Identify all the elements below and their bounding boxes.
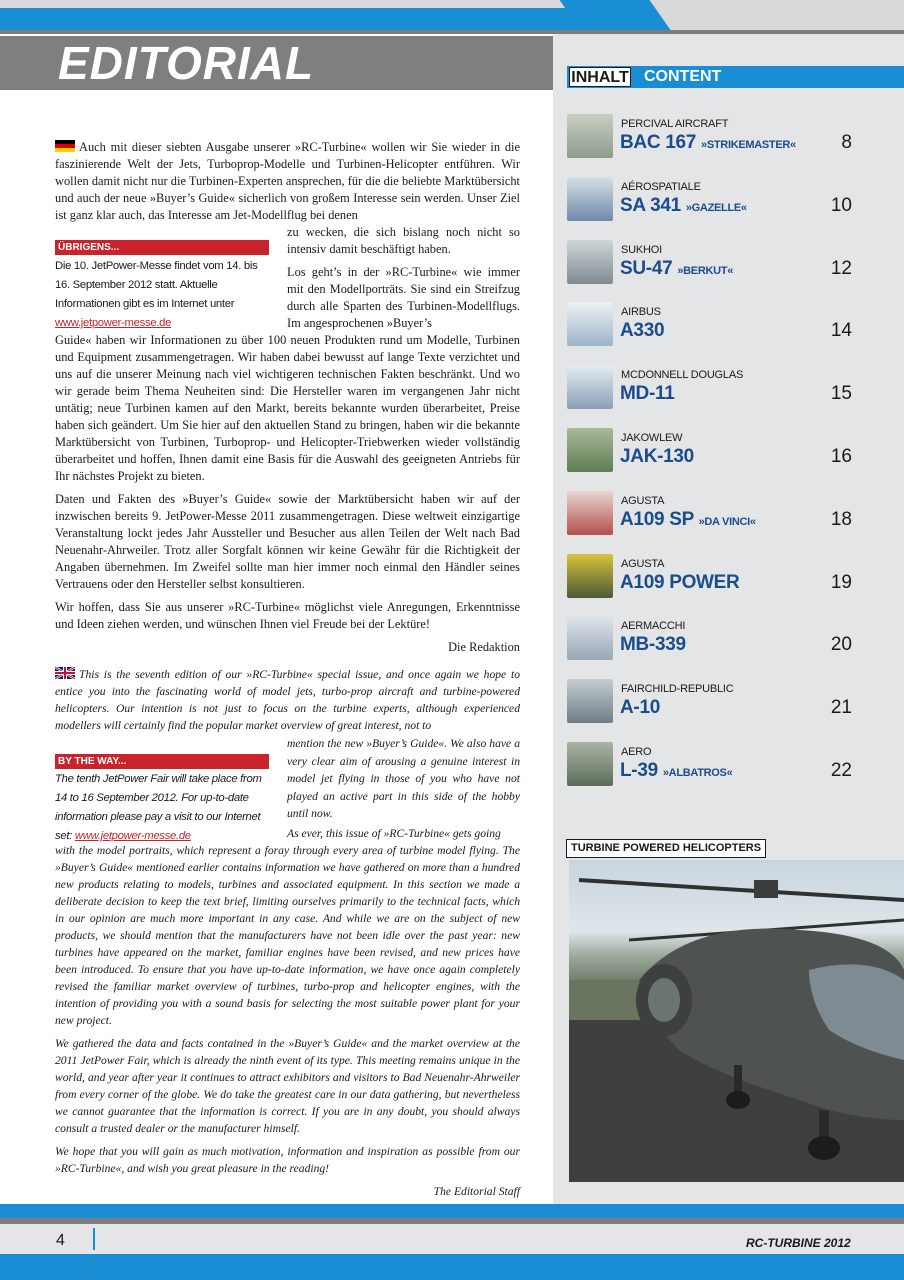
toc-maker: PERCIVAL AIRCRAFT [621, 118, 729, 130]
page-number: 4 [56, 1232, 65, 1249]
toc-model-name: L-39 [620, 760, 658, 781]
english-p2-wrap: As ever, this issue of »RC-Turbine« gets going [287, 827, 501, 840]
german-p3: Daten und Fakten des »Buyer’s Guide« sowie der Marktübersicht haben wir auf der inzwischen bereits 9. JetPower-Messe 2011 zusammengetragen. Diese weltweit einzigartige Veranstaltung lockt jedes Jahr Aussteller und Besucher aus allen Teilen der Welt nach Bad Neuenahr-Ahrweiler. Trotz aller Sorgfalt können wir keine Gewähr für die Richtigkeit der Angaben übernehmen. Im Zweifel sollte man hier immer noch einmal den Händler seines Vertrauens oder den Hersteller selbst konsultieren. [55, 492, 520, 591]
german-aside-link[interactable]: www.jetpower-messe.de [55, 317, 172, 329]
toc-model [620, 195, 747, 217]
toc-thumbnail [567, 302, 613, 346]
toc-item[interactable] [567, 552, 852, 607]
toc-model [620, 258, 733, 280]
helicopter-illustration [569, 860, 904, 1182]
footer-separator [93, 1228, 95, 1250]
english-body [55, 842, 520, 1206]
german-p4: Wir hoffen, dass Sie aus unserer »RC-Turbine« möglichst viele Anregungen, Erkenntnisse und Ideen ziehen werden, und wünschen Ihnen viel Freude bei der Lektüre! [55, 600, 520, 631]
toc-thumbnail [567, 491, 613, 535]
toc-model [620, 697, 660, 719]
german-body [55, 332, 520, 662]
toc-thumbnail [567, 742, 613, 786]
toc-thumbnail [567, 554, 613, 598]
toc-model [620, 446, 694, 468]
english-p1: This is the seventh edition of our »RC-Turbine« special issue, and once again we hope to entice you into the fascinating world of model jets, turbo-prop aircraft and turbine-powered helicopters. Our intention is not just to focus on the turbine experts, although experienced modellers will certainly find the popular market overview of great interest, not to [55, 668, 520, 732]
toc-model-nickname: »ALBATROS« [662, 767, 733, 779]
german-p1-wrap: zu wecken, die sich bislang noch nicht so intensiv damit beschäftigt haben. [287, 225, 520, 256]
toc-item[interactable] [567, 363, 852, 418]
german-p2: Guide« haben wir Informationen zu über 100 neuen Produkten rund um Modelle, Turbinen und Equipment zusammengetragen. Wir haben dabei bewusst auf lange Texte verzichtet und uns auf die unserer Meinung nach viel wichtigeren technischen Fakten beschränkt. Und wo wir gerade beim Thema Neuheiten sind: Die Hersteller waren im vergangenen Jahr nicht untätig; neue Turbinen kamen auf den Markt, bereits bekannte wurden überarbeitet, Preise haben sich geändert. Um Sie hier auf den aktuellen Stand zu bringen, haben wir die bekannte Marktübersicht von Turbinen, Turboprop- und Helicopter-Triebwerken wieder vollständig überarbeitet und hoffen, Ihnen damit eine Basis für die Auswahl des geeigneten Antriebs für Ihr nächstes Projekt zu bieten. [55, 333, 520, 483]
toc-model [620, 760, 732, 782]
page-title: EDITORIAL [58, 37, 315, 89]
toc-maker: AÉROSPATIALE [621, 180, 701, 193]
english-text [55, 666, 520, 734]
toc-item[interactable] [567, 677, 852, 732]
toc-model-nickname: »BERKUT« [677, 264, 734, 277]
toc-page-number: 14 [830, 320, 852, 342]
footer-accent [0, 1204, 904, 1218]
inhalt-label: INHALT [569, 67, 631, 87]
toc-model-nickname: »DA VINCI« [698, 515, 756, 528]
toc-thumbnail [567, 428, 613, 472]
toc-item[interactable] [567, 175, 852, 230]
toc-model [620, 320, 664, 342]
toc-maker: FAIRCHILD-REPUBLIC [621, 683, 734, 696]
toc-thumbnail [567, 679, 613, 723]
toc-model [620, 383, 674, 405]
toc-item[interactable] [567, 426, 852, 481]
toc-maker: AGUSTA [621, 557, 665, 570]
german-flag-icon [55, 140, 75, 152]
toc-model [620, 634, 686, 656]
toc-page-number: 20 [830, 634, 852, 656]
toc-model-nickname: »GAZELLE« [685, 201, 747, 214]
english-p2: with the model portraits, which represent a foray through every area of turbine model flying. The »Buyer’s Guide« mentioned earlier contains information we have gathered on more than a hundred new products relating to models, turbines and associated equipment. In this section we made a deliberate decision to keep the text brief, limiting ourselves primarily to the technical facts, which in our opinion are much more important in any case. And while we are on the subject of new products, we should mention that the manufacturers have not been idle over the past year: new turbines have appeared on the market, familiar engines have been revised, and new prices have been introduced. To ensure that you have up-to-date information, we have once again completely revised the familiar market overview of turbines, turbo-prop and helicopter engines, with the intention of providing you with a sound basis for selecting the most suitable power plant for your new project. [55, 844, 520, 1027]
content-label: CONTENT [644, 68, 722, 85]
english-aside-heading: BY THE WAY... [55, 754, 269, 769]
toc-page-number: 22 [830, 760, 852, 781]
toc-model-name: JAK-130 [620, 446, 694, 467]
toc-maker: MCDONNELL DOUGLAS [621, 369, 744, 382]
toc-item[interactable] [567, 300, 852, 355]
toc-model-name: MB-339 [620, 634, 686, 656]
toc-page-number: 12 [830, 257, 852, 279]
english-p4: We hope that you will gain as much motivation, information and inspiration as possible from our »RC-Turbine«, and wish you great pleasure in the reading! [55, 1145, 520, 1175]
german-signature: Die Redaktion [448, 640, 520, 654]
toc-thumbnail [567, 616, 613, 660]
german-aside-text: Die 10. JetPower-Messe findet vom 14. bis 16. September 2012 statt. Aktuelle Informationen gibt es im Internet unter [55, 260, 258, 310]
toc-model-name: MD-11 [620, 383, 675, 405]
toc-model-name: A-10 [620, 697, 660, 719]
toc-thumbnail [567, 114, 613, 158]
german-text [55, 139, 520, 224]
toc-page-number: 8 [841, 132, 852, 153]
toc-maker: AIRBUS [621, 306, 661, 319]
toc-model [620, 509, 756, 531]
toc-item[interactable] [567, 112, 852, 167]
toc-page-number: 19 [830, 571, 852, 593]
toc-model-name: A109 POWER [620, 571, 740, 593]
toc-model [620, 572, 739, 594]
publication-name: RC-TURBINE 2012 [746, 1236, 851, 1250]
toc-page-number: 10 [830, 194, 852, 216]
toc-maker: SUKHOI [621, 243, 662, 256]
toc-page-number: 21 [830, 697, 852, 719]
toc-model-name: A330 [620, 320, 665, 342]
toc-page-number: 16 [830, 446, 852, 467]
toc-page-number: 18 [830, 508, 852, 530]
toc-item[interactable] [567, 614, 852, 669]
english-aside-link[interactable]: www.jetpower-messe.de [74, 830, 191, 842]
english-signature: The Editorial Staff [433, 1185, 520, 1198]
english-p1-wrap: mention the new »Buyer’s Guide«. We also have a very clear aim of arousing a genuine interest in model jet flying in those of you who have not played an active part in this side of the hobby until now. [287, 737, 520, 820]
german-aside [55, 257, 275, 333]
toc-model-name: A109 SP [620, 508, 694, 530]
toc-item[interactable] [567, 238, 852, 293]
toc-item[interactable] [567, 740, 852, 795]
english-aside [55, 770, 275, 846]
toc-maker: JAKOWLEW [621, 432, 683, 444]
toc-model-name: SU-47 [620, 257, 673, 279]
uk-flag-icon [55, 667, 75, 679]
german-p2-wrap: Los geht’s in der »RC-Turbine« wie immer mit den Modellporträts. Sie sind ein Streifzug durch alle Sparten des Turbinen-Modellflugs. Im angesprochenen »Buyer’s [287, 265, 520, 330]
header-accent [0, 8, 620, 30]
toc-maker: AERMACCHI [621, 620, 686, 633]
helicopter-photo [569, 860, 904, 1182]
footer-bottom-band [0, 1254, 904, 1280]
toc-model-name: BAC 167 [620, 132, 697, 153]
toc-maker: AGUSTA [621, 494, 665, 507]
toc-model [620, 132, 796, 154]
toc-maker: AERO [621, 746, 652, 758]
toc-thumbnail [567, 240, 613, 284]
toc-model-name: SA 341 [620, 194, 681, 216]
helicopters-label: TURBINE POWERED HELICOPTERS [566, 839, 766, 858]
toc-thumbnail [567, 177, 613, 221]
german-aside-heading: ÜBRIGENS... [55, 240, 269, 255]
toc-item[interactable] [567, 489, 852, 544]
german-p1: Auch mit dieser siebten Ausgabe unserer »RC-Turbine« wollen wir Sie wieder in die faszinierende Welt der Jets, Turboprop-Modelle und Turbinen-Helicopter entführen. Wir wollen damit nicht nur die Turbinen-Experten ansprechen, für die die beliebte Marktübersicht und auch der neue »Buyer’s Guide« sicherlich von großem Interesse sein werden. Unser Ziel ist ganz klar auch, das Interesse am Jet-Modellflug bei denen [55, 140, 520, 222]
toc-page-number: 15 [830, 383, 852, 405]
english-aside-text: The tenth JetPower Fair will take place from 14 to 16 September 2012. For up-to-date information please pay a visit to our Internet set: [55, 773, 262, 842]
toc-model-nickname: »STRIKEMASTER« [701, 139, 796, 151]
toc-thumbnail [567, 365, 613, 409]
english-p3: We gathered the data and facts contained in the »Buyer’s Guide« and the market overview at the 2011 JetPower Fair, which is already the ninth event of its type. This meeting remains unique in the world, and year after year it continues to attract exhibitors and visitors to Bad Neuenahr-Ahrweiler from every corner of the globe. We do take the greatest care in our data gathering, but nevertheless we cannot guarantee that the information is correct. If you are in any doubt, you should always consult a trusted dealer or the manufacturer himself. [55, 1037, 520, 1135]
